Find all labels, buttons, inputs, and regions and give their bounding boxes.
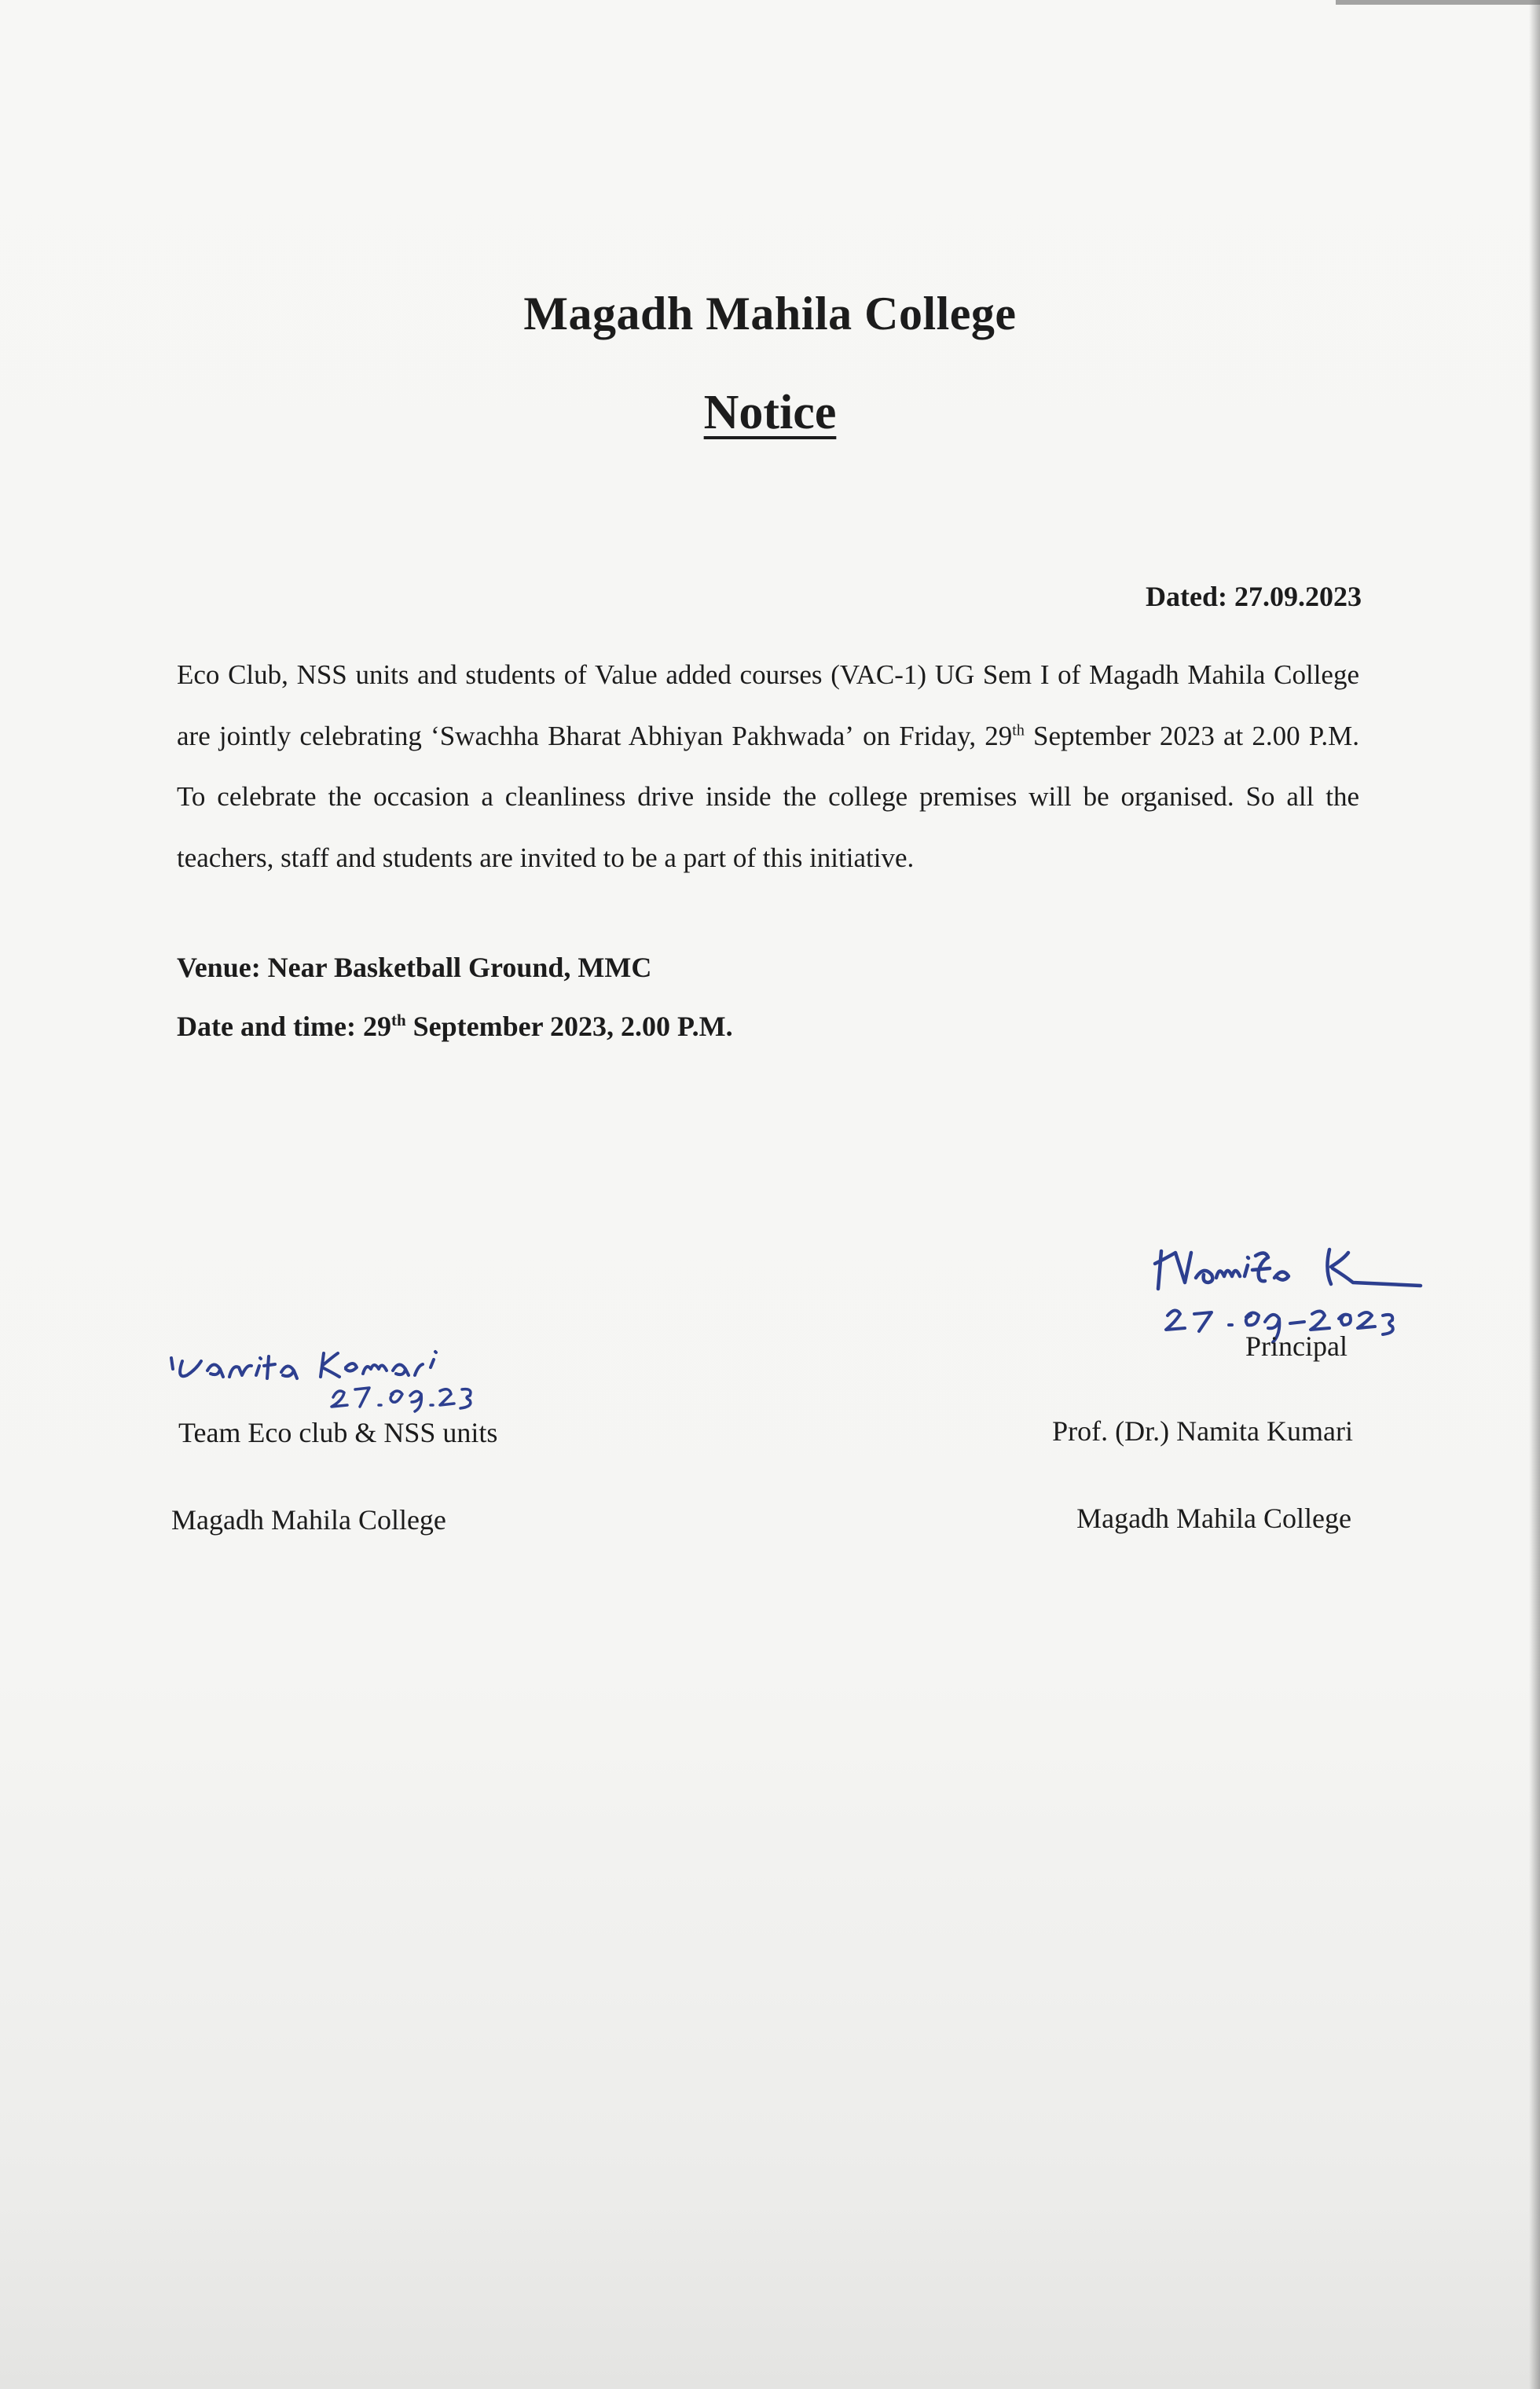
- notice-body: [177, 644, 1359, 888]
- date-time-superscript: th: [390, 1011, 406, 1029]
- college-title: Magadh Mahila College: [523, 288, 1017, 339]
- notice-heading: Notice: [703, 386, 837, 439]
- date-time-suffix: September 2023, 2.00 P.M.: [405, 1011, 733, 1042]
- body-part-2: September 2023 at 2.00 P.M. To celebrate the occasion a cleanliness drive inside the college premises will be organised. So all the teachers, staff and students are invited to be a part of this initiative.: [177, 720, 1360, 873]
- team-signature: [165, 1312, 495, 1415]
- venue-line: Venue: Near Basketball Ground, MMC: [177, 952, 652, 983]
- principal-college: Magadh Mahila College: [1076, 1503, 1351, 1534]
- principal-name: Prof. (Dr.) Namita Kumari: [1052, 1415, 1353, 1447]
- body-part-1: Eco Club, NSS units and students of Value added courses (VAC-1) UG Sem I of Magadh Mahila College are jointly celebrating ʻSwachha Bharat Abhiyan Pakhwadaʼ on Friday, 29: [177, 659, 1359, 751]
- body-superscript: th: [1012, 721, 1025, 739]
- date-time-line: [177, 1010, 733, 1043]
- paper-edge-shadow: [1529, 0, 1540, 2389]
- date-time-prefix: Date and time: 29: [177, 1011, 391, 1042]
- team-college: Magadh Mahila College: [171, 1504, 446, 1536]
- principal-role: Principal: [1245, 1330, 1348, 1362]
- dated-line: Dated: 27.09.2023: [1146, 581, 1362, 612]
- paper-edge-top: [1336, 0, 1540, 5]
- team-label: Team Eco club & NSS units: [178, 1417, 498, 1448]
